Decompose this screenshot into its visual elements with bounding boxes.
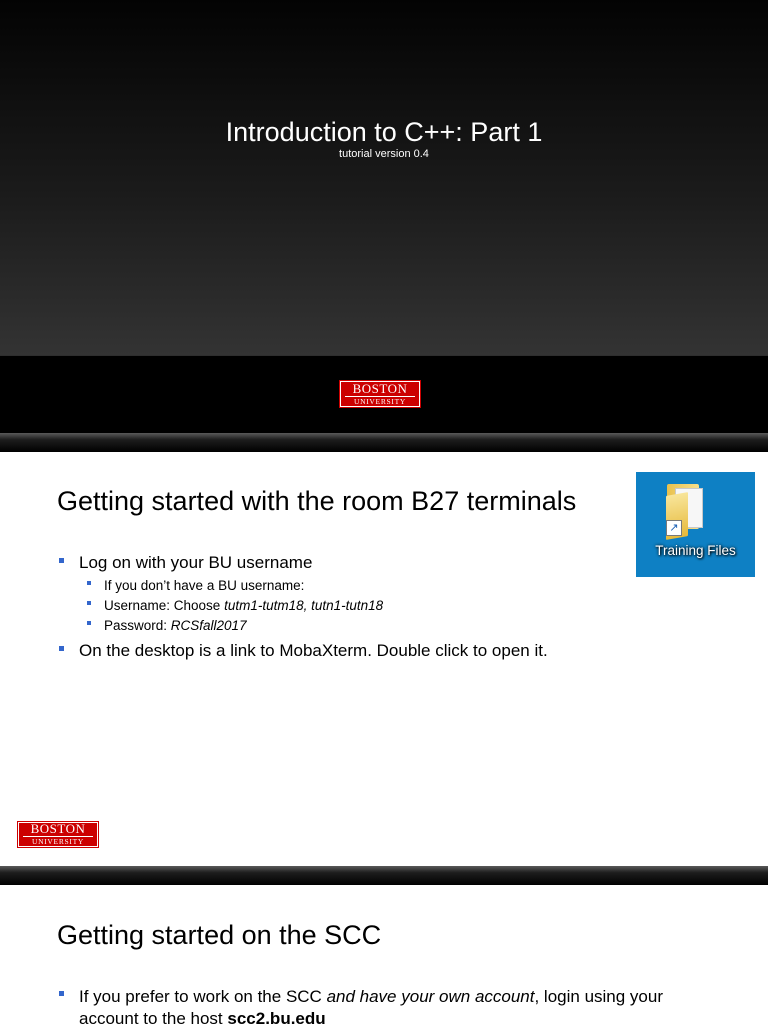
shortcut-arrow-icon: ↗ [666, 520, 682, 536]
scc-text-emphasis: and have your own account [326, 987, 535, 1006]
bullet-square-icon [59, 991, 64, 996]
sub-bullet-square-icon [87, 581, 91, 585]
training-files-desktop-icon[interactable] [636, 472, 755, 577]
slide-3-title: Getting started on the SCC [57, 920, 382, 950]
slide-divider [0, 866, 768, 885]
logo-text-line1: BOSTON [352, 380, 408, 396]
training-files-label: Training Files [655, 543, 736, 558]
scc-host-name: scc2.bu.edu [227, 1009, 326, 1028]
sub-bullet-square-icon [87, 621, 91, 625]
bullet-log-on: Log on with your BU username [79, 553, 313, 572]
logo-text-line2: UNIVERSITY [23, 836, 93, 846]
sub-bullet-password [104, 618, 247, 634]
title-slide [0, 0, 768, 355]
password-value: RCSfall2017 [170, 618, 247, 633]
boston-university-logo [340, 381, 420, 407]
username-values: tutm1-tutm18, tutn1-tutn18 [224, 598, 384, 613]
username-label: Username: Choose [104, 598, 225, 613]
slide-2-title: Getting started with the room B27 terminals [57, 486, 577, 516]
presentation-title: Introduction to C++: Part 1 [225, 117, 543, 147]
logo-text-line2: UNIVERSITY [345, 396, 415, 406]
bullet-square-icon [59, 558, 64, 563]
password-label: Password: [104, 618, 171, 633]
bullet-scc-login [79, 986, 719, 1030]
sub-bullet-username [104, 598, 383, 614]
logo-text-line1: BOSTON [30, 821, 86, 836]
sub-bullet-no-username: If you don’t have a BU username: [104, 578, 305, 593]
scc-text-part3: , login using your account to the host [79, 987, 664, 1028]
sub-bullet-square-icon [87, 601, 91, 605]
slide-divider [0, 433, 768, 452]
bullet-square-icon [59, 646, 64, 651]
bullet-mobaxterm: On the desktop is a link to MobaXterm. Double click to open it. [79, 641, 548, 660]
presentation-subtitle: tutorial version 0.4 [339, 148, 429, 160]
boston-university-logo [18, 822, 98, 847]
scc-text-part1: If you prefer to work on the SCC [79, 987, 327, 1006]
